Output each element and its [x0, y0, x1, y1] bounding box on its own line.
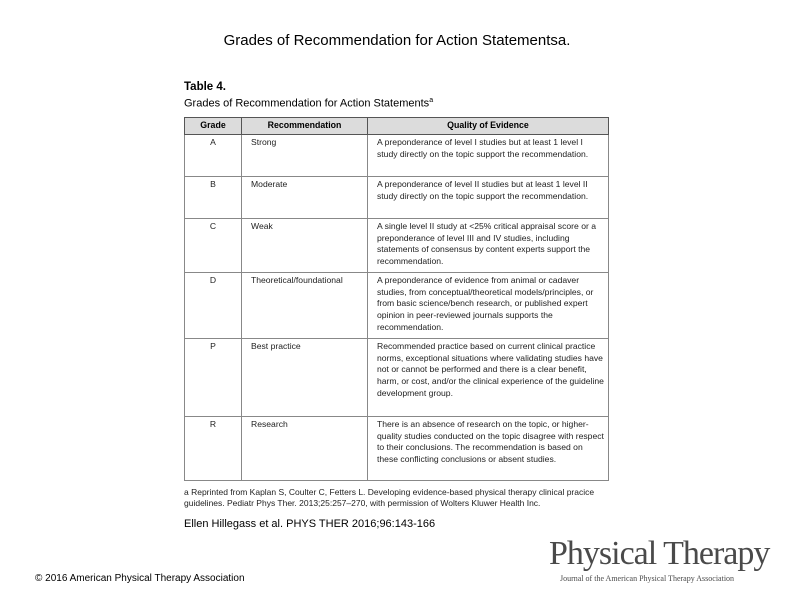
table-caption	[184, 80, 433, 111]
table-header-row	[185, 118, 609, 135]
header-grade: Grade	[185, 118, 242, 135]
table-number: Table 4.	[184, 81, 226, 93]
grade-cell: P	[185, 339, 242, 417]
quality-cell: Recommended practice based on current clinical practice norms, exceptional situations where validating studies have not or cannot be performed and there is a clear benefit, harm, or cost, and/or the clinical experience of the guideline development group.	[368, 339, 609, 417]
quality-cell: A preponderance of evidence from animal or cadaver studies, from conceptual/theoretical models/principles, or from basic science/bench research, or published expert opinion in peer-reviewed journals supports the recommendation.	[368, 273, 609, 339]
table-row	[185, 417, 609, 481]
table-name	[184, 94, 433, 111]
recommendation-cell: Theoretical/foundational	[242, 273, 368, 339]
recommendation-cell: Research	[242, 417, 368, 481]
grade-cell: D	[185, 273, 242, 339]
table-row	[185, 135, 609, 177]
table-row	[185, 177, 609, 219]
slide-title: Grades of Recommendation for Action Statementsa.	[223, 32, 571, 49]
table-name-superscript: a	[429, 97, 434, 104]
citation: Ellen Hillegass et al. PHYS THER 2016;96:143-166	[184, 518, 436, 530]
grades-table	[184, 117, 609, 481]
quality-cell: A preponderance of level II studies but at least 1 level II study directly on the topic support the recommendation.	[368, 177, 609, 219]
grade-cell: B	[185, 177, 242, 219]
logo-subtitle: Journal of the American Physical Therapy Association	[560, 574, 735, 583]
recommendation-cell: Best practice	[242, 339, 368, 417]
header-recommendation: Recommendation	[242, 118, 368, 135]
quality-cell: A single level II study at <25% critical appraisal score or a preponderance of level III and IV studies, including statements of consensus by content experts support the recommendation.	[368, 219, 609, 273]
table-footnote: a Reprinted from Kaplan S, Coulter C, Fetters L. Developing evidence-based physical therapy clinical pracice guidelines. Pediatr Phys Ther. 2013;25:257–270, with permission of Wolters Kluwer Health Inc.	[184, 487, 595, 508]
logo-title: Physical Therapy	[549, 535, 770, 572]
copyright: © 2016 American Physical Therapy Association	[35, 573, 245, 584]
header-quality-of-evidence: Quality of Evidence	[368, 118, 609, 135]
grade-cell: A	[185, 135, 242, 177]
quality-cell: There is an absence of research on the topic, or higher-quality studies conducted on the topic disagree with respect to their conclusions. The recommendation is based on these conflicting conclusions or absent studies.	[368, 417, 609, 481]
grade-cell: C	[185, 219, 242, 273]
journal-logo	[549, 536, 784, 586]
recommendation-cell: Weak	[242, 219, 368, 273]
table-row	[185, 339, 609, 417]
table-name-text: Grades of Recommendation for Action Statements	[184, 97, 430, 110]
table-row	[185, 273, 609, 339]
recommendation-cell: Moderate	[242, 177, 368, 219]
quality-cell: A preponderance of level I studies but at least 1 level I study directly on the topic support the recommendation.	[368, 135, 609, 177]
table-row	[185, 219, 609, 273]
recommendation-cell: Strong	[242, 135, 368, 177]
grade-cell: R	[185, 417, 242, 481]
